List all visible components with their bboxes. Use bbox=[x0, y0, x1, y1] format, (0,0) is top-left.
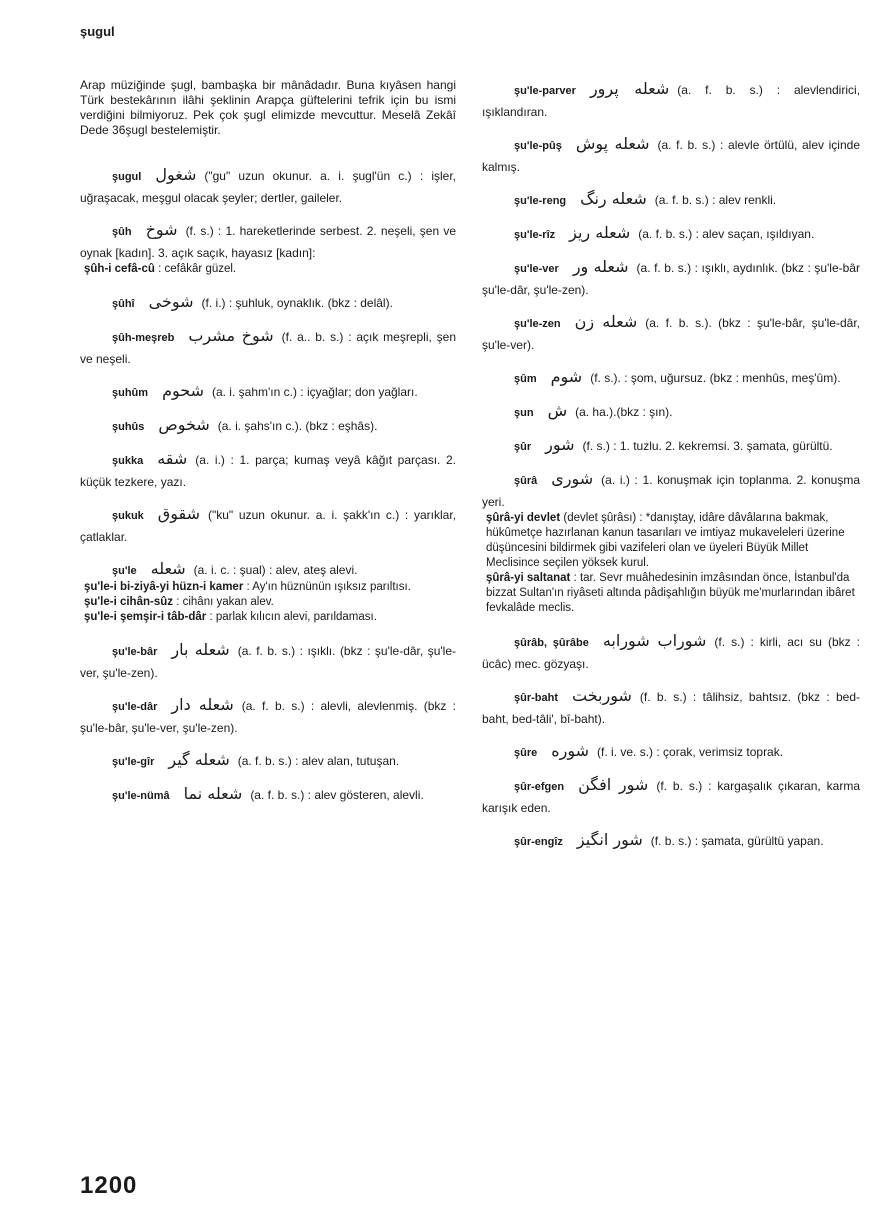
definition: (a. f. b. s.) : alevlendirici, ışıklandıran. bbox=[482, 83, 860, 119]
arabic-script: شعله ریز bbox=[569, 223, 631, 242]
arabic-script: شعله گیر bbox=[168, 750, 230, 769]
running-head: şugul bbox=[80, 24, 115, 39]
arabic-script: شغول bbox=[155, 165, 197, 184]
sub-definition: : parlak kılıcın alevi, parıldaması. bbox=[209, 611, 377, 623]
definition: (a. f. b. s.) : alev saçan, ışıldıyan. bbox=[638, 227, 815, 241]
arabic-script: شعله پوش bbox=[575, 134, 650, 153]
headword: şûrâ bbox=[514, 475, 538, 487]
sub-definition: (devlet şûrâsı) : *danıştay, idâre dâvâlarına bakmak, hükûmetçe hazırlanan kanun tasarıları ve imtiyaz mukaveleleri üzerine düşüncesini bildirmek gibi vazifeleri olan ve üyeleri Büyük Millet Meclisince seçilen yöksek kurul. bbox=[486, 512, 845, 569]
entry-sukuk bbox=[80, 503, 456, 548]
headword: şûr-baht bbox=[514, 692, 558, 704]
entry-sur-efgen bbox=[482, 774, 860, 819]
definition: (f. b. s.) : tâlihsiz, bahtsız. (bkz : bed-baht, bed-tâli', bî-baht). bbox=[482, 690, 860, 726]
subentry bbox=[486, 571, 860, 616]
headword: şukuk bbox=[112, 510, 144, 522]
sub-definition: : tar. Sevr muâhedesinin imzâsından önce, İstanbul'da bizzat Sultan'ın riyâseti altında pâdişahlığın büyük me'murlarından ibâret fevkalâde meclis. bbox=[486, 572, 855, 614]
arabic-script: شعله نما bbox=[183, 784, 243, 803]
definition: (f. s.) : 1. tuzlu. 2. kekremsi. 3. şamata, gürültü. bbox=[582, 439, 833, 453]
page-number: 1200 bbox=[80, 1172, 138, 1199]
entry-sule-bar bbox=[80, 639, 456, 684]
arabic-script: شقوق bbox=[157, 504, 200, 523]
intro-paragraph: Arap müziğinde şugl, bambaşka bir mânâdadır. Buna kıyâsen hangi Türk bestekârının ilâhi şeklinin Arapça güftelerini tefrik için bu ismi verdiğini bilmiyoruz. Pek çok şugl elimizde mevcuttur. Meselâ Zekâî Dede 36şugl bestelemiştir. bbox=[80, 78, 456, 137]
entry-sur-baht bbox=[482, 685, 860, 730]
entry-sule-pus bbox=[482, 133, 860, 178]
entry-sule-riz bbox=[482, 222, 860, 246]
arabic-script: ش bbox=[547, 401, 568, 420]
entry-surab bbox=[482, 630, 860, 675]
entry-sur bbox=[482, 434, 860, 458]
headword: şuhûs bbox=[112, 421, 145, 433]
arabic-script: شخوص bbox=[158, 415, 210, 434]
headword: şu'le-reng bbox=[514, 195, 567, 207]
definition: (f. s.) : kirli, acı su (bkz : ücâc) mec. gözyaşı. bbox=[482, 635, 860, 671]
headword: şugul bbox=[112, 171, 142, 183]
arabic-script: شوخ مشرب bbox=[188, 326, 274, 345]
entry-sum bbox=[482, 366, 860, 390]
definition: ("ku" uzun okunur. a. i. şakk'ın c.) : yarıklar, çatlaklar. bbox=[80, 508, 456, 544]
left-column bbox=[80, 78, 456, 817]
entry-sule-parver bbox=[482, 78, 860, 123]
definition: (a. f. b. s.) : alevle örtülü, alev içinde kalmış. bbox=[482, 138, 860, 174]
definition: (a. i. şahm'ın c.) : içyağlar; don yağları. bbox=[211, 385, 418, 399]
arabic-script: شعله دار bbox=[171, 695, 234, 714]
entry-sule-reng bbox=[482, 188, 860, 212]
subentries-suh bbox=[80, 262, 456, 277]
subentry bbox=[84, 595, 456, 610]
entry-sule-zen bbox=[482, 311, 860, 356]
definition: (a. f. b. s.) : ışıklı. (bkz : şu'le-dâr, şu'le-ver, şu'le-zen). bbox=[80, 644, 456, 680]
entry-suhus bbox=[80, 414, 456, 438]
arabic-script: شقه bbox=[157, 449, 188, 468]
definition: (a. i.) : 1. parça; kumaş veyâ kâğıt parçası. 2. küçük tezkere, yazı. bbox=[80, 453, 456, 489]
definition: (f. s.). : şom, uğursuz. (bkz : menhûs, meş'ûm). bbox=[590, 371, 841, 385]
arabic-script: شعله bbox=[150, 559, 186, 578]
headword: şûh bbox=[112, 226, 132, 238]
definition: (a. f. b. s.) : alev alan, tutuşan. bbox=[237, 754, 400, 768]
definition: ("gu" uzun okunur. a. i. şugl'ün c.) : işler, uğraşacak, meşgul olacak şeyler; dertler, gaileler. bbox=[80, 169, 456, 205]
definition: (f. s.) : 1. hareketlerinde serbest. 2. neşeli, şen ve oynak [kadın]. 3. açık saçık, hayasız [kadın]: bbox=[80, 224, 456, 260]
sub-headword: şûrâ-yi saltanat bbox=[486, 572, 571, 584]
entry-sun bbox=[482, 400, 860, 424]
definition: (a. i. c. : şual) : alev, ateş alevi. bbox=[193, 563, 358, 577]
arabic-script: شور انگیز bbox=[576, 830, 643, 849]
headword: şûr bbox=[514, 441, 532, 453]
arabic-script: شعله بار bbox=[171, 640, 230, 659]
sub-headword: şu'le-i cihân-sûz bbox=[84, 596, 174, 608]
headword: şu'le-gîr bbox=[112, 756, 155, 768]
definition: (a. i. şahs'ın c.). (bkz : eşhâs). bbox=[217, 419, 378, 433]
definition: (a. f. b. s.) : alev gösteren, alevli. bbox=[250, 788, 424, 802]
headword: şu'le-parver bbox=[514, 85, 576, 97]
entry-sur-engiz bbox=[482, 829, 860, 853]
headword: şu'le-dâr bbox=[112, 701, 158, 713]
sub-headword: şu'le-i şemşir-i tâb-dâr bbox=[84, 611, 207, 623]
definition: (a. i.) : 1. konuşmak için toplanma. 2. konuşma yeri. bbox=[482, 473, 860, 509]
arabic-script: شوره bbox=[551, 741, 590, 760]
arabic-script: شور افگن bbox=[578, 775, 649, 794]
definition: (f. i.) : şuhluk, oynaklık. (bkz : delâl). bbox=[201, 296, 393, 310]
headword: şûre bbox=[514, 747, 538, 759]
definition: (a. f. b. s.). (bkz : şu'le-bâr, şu'le-dâr, şu'le-ver). bbox=[482, 316, 860, 352]
headword: şukka bbox=[112, 455, 144, 467]
headword: şu'le bbox=[112, 565, 137, 577]
subentry bbox=[84, 580, 456, 595]
sub-definition: : cefâkâr güzel. bbox=[158, 263, 237, 275]
entry-suhum bbox=[80, 380, 456, 404]
arabic-script: شورى bbox=[551, 469, 594, 488]
entry-sukka bbox=[80, 448, 456, 493]
arabic-script: شوخى bbox=[148, 292, 194, 311]
entry-sura bbox=[482, 468, 860, 513]
arabic-script: شعله ور bbox=[572, 257, 629, 276]
arabic-script: شحوم bbox=[162, 381, 204, 400]
headword: şûr-efgen bbox=[514, 781, 565, 793]
arabic-script: شور bbox=[545, 435, 575, 454]
definition: (f. b. s.) : şamata, gürültü yapan. bbox=[650, 834, 824, 848]
headword: şûm bbox=[514, 373, 537, 385]
definition: (a. ha.).(bkz : şın). bbox=[575, 405, 673, 419]
entry-sule bbox=[80, 558, 456, 582]
definition: (f. i. ve. s.) : çorak, verimsiz toprak. bbox=[597, 745, 784, 759]
headword: şu'le-bâr bbox=[112, 646, 158, 658]
headword: şu'le-zen bbox=[514, 318, 561, 330]
headword: şûr-engîz bbox=[514, 836, 563, 848]
headword: şûhî bbox=[112, 298, 135, 310]
sub-headword: şu'le-i bi-ziyâ-yi hüzn-i kamer bbox=[84, 581, 244, 593]
subentries-sura bbox=[482, 511, 860, 616]
entry-sure bbox=[482, 740, 860, 764]
subentry bbox=[486, 511, 860, 571]
entry-sule-dar bbox=[80, 694, 456, 739]
entry-suh-mesreb bbox=[80, 325, 456, 370]
entry-sule-numa bbox=[80, 783, 456, 807]
headword: şu'le-pûş bbox=[514, 140, 562, 152]
arabic-script: شعله پرور bbox=[589, 79, 670, 98]
definition: (f. a.. b. s.) : açık meşrepli, şen ve neşeli. bbox=[80, 330, 456, 366]
headword: şu'le-nümâ bbox=[112, 790, 170, 802]
arabic-script: شوربخت bbox=[572, 686, 632, 705]
entry-suhi bbox=[80, 291, 456, 315]
headword: şuhûm bbox=[112, 387, 149, 399]
definition: (f. b. s.) : kargaşalık çıkaran, karma karışık eden. bbox=[482, 779, 861, 815]
entry-sule-gir bbox=[80, 749, 456, 773]
subentry bbox=[84, 610, 456, 625]
headword: şûrâb, şûrâbe bbox=[514, 637, 589, 649]
arabic-script: شوخ bbox=[145, 220, 178, 239]
right-column bbox=[482, 78, 860, 863]
entry-sule-ver bbox=[482, 256, 860, 301]
entry-sugul bbox=[80, 164, 456, 209]
headword: şu'le-rîz bbox=[514, 229, 556, 241]
sub-definition: : cihânı yakan alev. bbox=[176, 596, 274, 608]
headword: şu'le-ver bbox=[514, 263, 559, 275]
arabic-script: شوم bbox=[550, 367, 583, 386]
arabic-script: شوراب شورابه bbox=[602, 631, 707, 650]
definition: (a. f. b. s.) : ışıklı, aydınlık. (bkz : şu'le-bâr şu'le-dâr, şu'le-zen). bbox=[482, 261, 860, 297]
headword: şun bbox=[514, 407, 534, 419]
definition: (a. f. b. s.) : alev renkli. bbox=[654, 193, 777, 207]
sub-definition: : Ay'ın hüznünün ışıksız parıltısı. bbox=[246, 581, 411, 593]
arabic-script: شعله زن bbox=[574, 312, 638, 331]
subentry bbox=[84, 262, 456, 277]
definition: (a. f. b. s.) : alevli, alevlenmiş. (bkz : şu'le-bâr, şu'le-ver, şu'le-zen). bbox=[80, 699, 456, 735]
sub-headword: şûh-i cefâ-cû bbox=[84, 263, 155, 275]
subentries-sule bbox=[80, 580, 456, 625]
arabic-script: شعله رنگ bbox=[580, 189, 647, 208]
sub-headword: şûrâ-yi devlet bbox=[486, 512, 561, 524]
headword: şûh-meşreb bbox=[112, 332, 175, 344]
entry-suh bbox=[80, 219, 456, 264]
